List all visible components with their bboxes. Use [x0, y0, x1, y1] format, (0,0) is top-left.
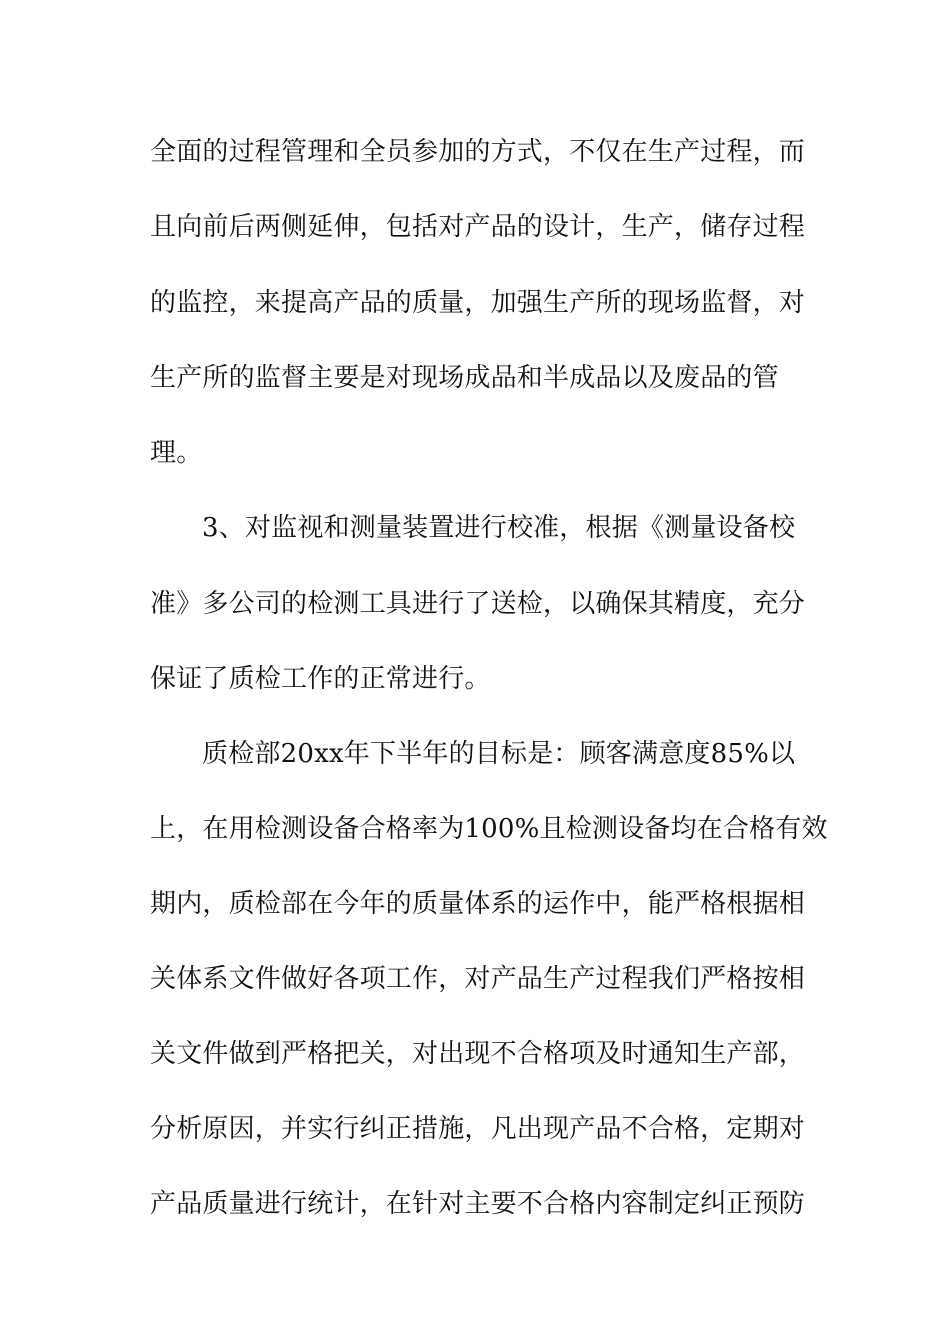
text-line: 关体系文件做好各项工作，对产品生产过程我们严格按相 — [150, 964, 806, 994]
text-line: 质检部20xx年下半年的目标是：顾客满意度85%以 — [202, 739, 796, 769]
text-line: 理。 — [150, 438, 203, 468]
text-line: 期内，质检部在今年的质量体系的运作中，能严格根据相 — [150, 889, 806, 919]
text-line: 上，在用检测设备合格率为100%且检测设备均在合格有效 — [150, 814, 828, 844]
text-line: 准》多公司的检测工具进行了送检，以确保其精度，充分 — [150, 589, 806, 619]
text-line: 产品质量进行统计，在针对主要不合格内容制定纠正预防 — [150, 1189, 806, 1219]
text-line: 分析原因，并实行纠正措施，凡出现产品不合格，定期对 — [150, 1114, 806, 1144]
text-line: 全面的过程管理和全员参加的方式，不仅在生产过程，而 — [150, 137, 806, 167]
text-line: 生产所的监督主要是对现场成品和半成品以及废品的管 — [150, 363, 779, 393]
text-line: 3、对监视和测量装置进行校准，根据《测量设备校 — [202, 513, 796, 543]
text-line: 且向前后两侧延伸，包括对产品的设计，生产，储存过程 — [150, 212, 806, 242]
text-line: 的监控，来提高产品的质量，加强生产所的现场监督，对 — [150, 288, 806, 318]
text-line: 关文件做到严格把关，对出现不合格项及时通知生产部， — [150, 1039, 806, 1069]
text-line: 保证了质检工作的正常进行。 — [150, 664, 491, 694]
